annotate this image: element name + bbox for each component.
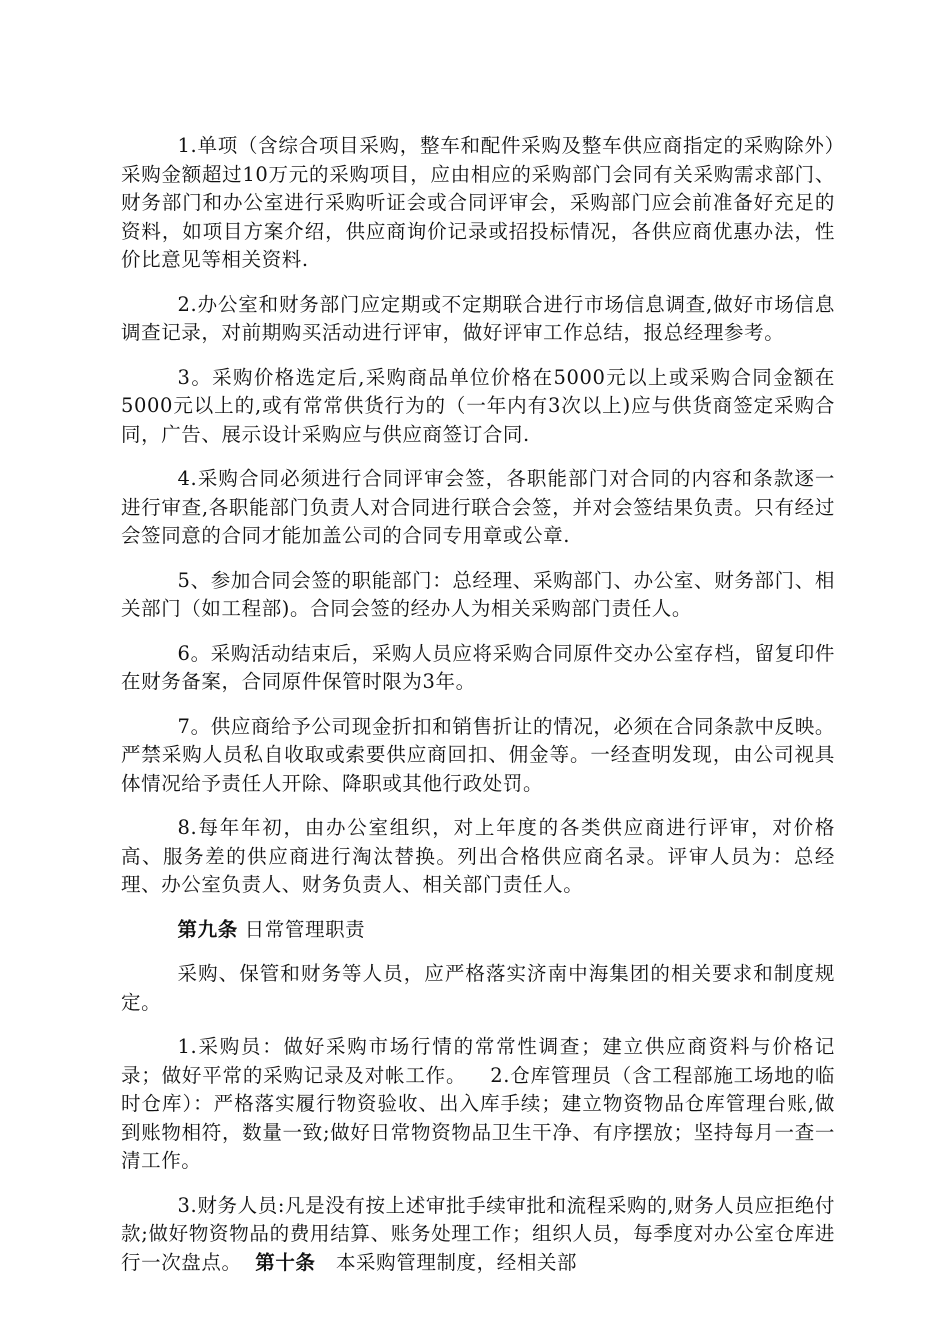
article-9-title: 日常管理职责 <box>244 917 366 941</box>
paragraph-6: 6。采购活动结束后，采购人员应将采购合同原件交办公室存档，留复印件在财务备案，合同原件保管时限为3年。 <box>121 641 835 693</box>
duties-paragraph <box>121 1033 835 1176</box>
article-9-label: 第九条 <box>177 917 238 941</box>
article-10-text: 本采购管理制度，经相关部 <box>335 1250 578 1274</box>
paragraph-7: 7。供应商给予公司现金折扣和销售折让的情况，必须在合同条款中反映。严禁采购人员私自收取或索要供应商回扣、佣金等。一经查明发现，由公司视具体情况给予责任人开除、降职或其他行政处罚。 <box>121 714 835 795</box>
article-9-heading <box>121 916 835 945</box>
article-10-label: 第十条 <box>255 1250 316 1274</box>
finance-paragraph <box>121 1192 835 1278</box>
paragraph-5: 5、参加合同会签的职能部门：总经理、采购部门、办公室、财务部门、相关部门（如工程部)。合同会签的经办人为相关采购部门责任人。 <box>121 568 835 620</box>
paragraph-1: 1.单项（含综合项目采购，整车和配件采购及整车供应商指定的采购除外）采购金额超过10万元的采购项目，应由相应的采购部门会同有关采购需求部门、财务部门和办公室进行采购听证会或合同评审会，采购部门应会前准备好充足的资料，如项目方案介绍，供应商询价记录或招投标情况，各供应商优惠办法，性价比意见等相关资料. <box>121 134 835 271</box>
document-page <box>121 132 835 1293</box>
paragraph-4: 4.采购合同必须进行合同评审会签，各职能部门对合同的内容和条款逐一进行审查,各职能部门负责人对合同进行联合会签，并对会签结果负责。只有经过会签同意的合同才能加盖公司的合同专用章或公章. <box>121 467 835 547</box>
paragraph-2: 2.办公室和财务部门应定期或不定期联合进行市场信息调查,做好市场信息调查记录，对前期购买活动进行评审，做好评审工作总结，报总经理参考。 <box>121 292 835 344</box>
duty-purchaser: 1.采购员：做好采购市场行情的常常性调查；建立供应商资料与价格记录；做好平常的采购记录及对帐工作。 <box>121 1035 835 1087</box>
article-9-intro: 采购、保管和财务等人员，应严格落实济南中海集团的相关要求和制度规定。 <box>121 962 835 1014</box>
paragraph-8: 8.每年年初，由办公室组织，对上年度的各类供应商进行评审，对价格高、服务差的供应商进行淘汰替换。列出合格供应商名录。评审人员为：总经理、办公室负责人、财务负责人、相关部门责任人。 <box>121 816 835 896</box>
duty-warehouse: 2.仓库管理员（含工程部施工场地的临时仓库）：严格落实履行物资验收、出入库手续；建立物资物品仓库管理台账,做到账物相符，数量一致;做好日常物资物品卫生干净、有序摆放；坚持每月一查一清工作。 <box>121 1063 835 1172</box>
paragraph-3: 3。采购价格选定后,采购商品单位价格在5000元以上或采购合同金额在5000元以上的,或有常常供货行为的（一年内有3次以上)应与供货商签定采购合同，广告、展示设计采购应与供应商签订合同. <box>121 365 835 446</box>
duty-finance: 3.财务人员:凡是没有按上述审批手续审批和流程采购的,财务人员应拒绝付款;做好物资物品的费用结算、账务处理工作；组织人员，每季度对办公室仓库进行一次盘点。 <box>121 1193 835 1274</box>
